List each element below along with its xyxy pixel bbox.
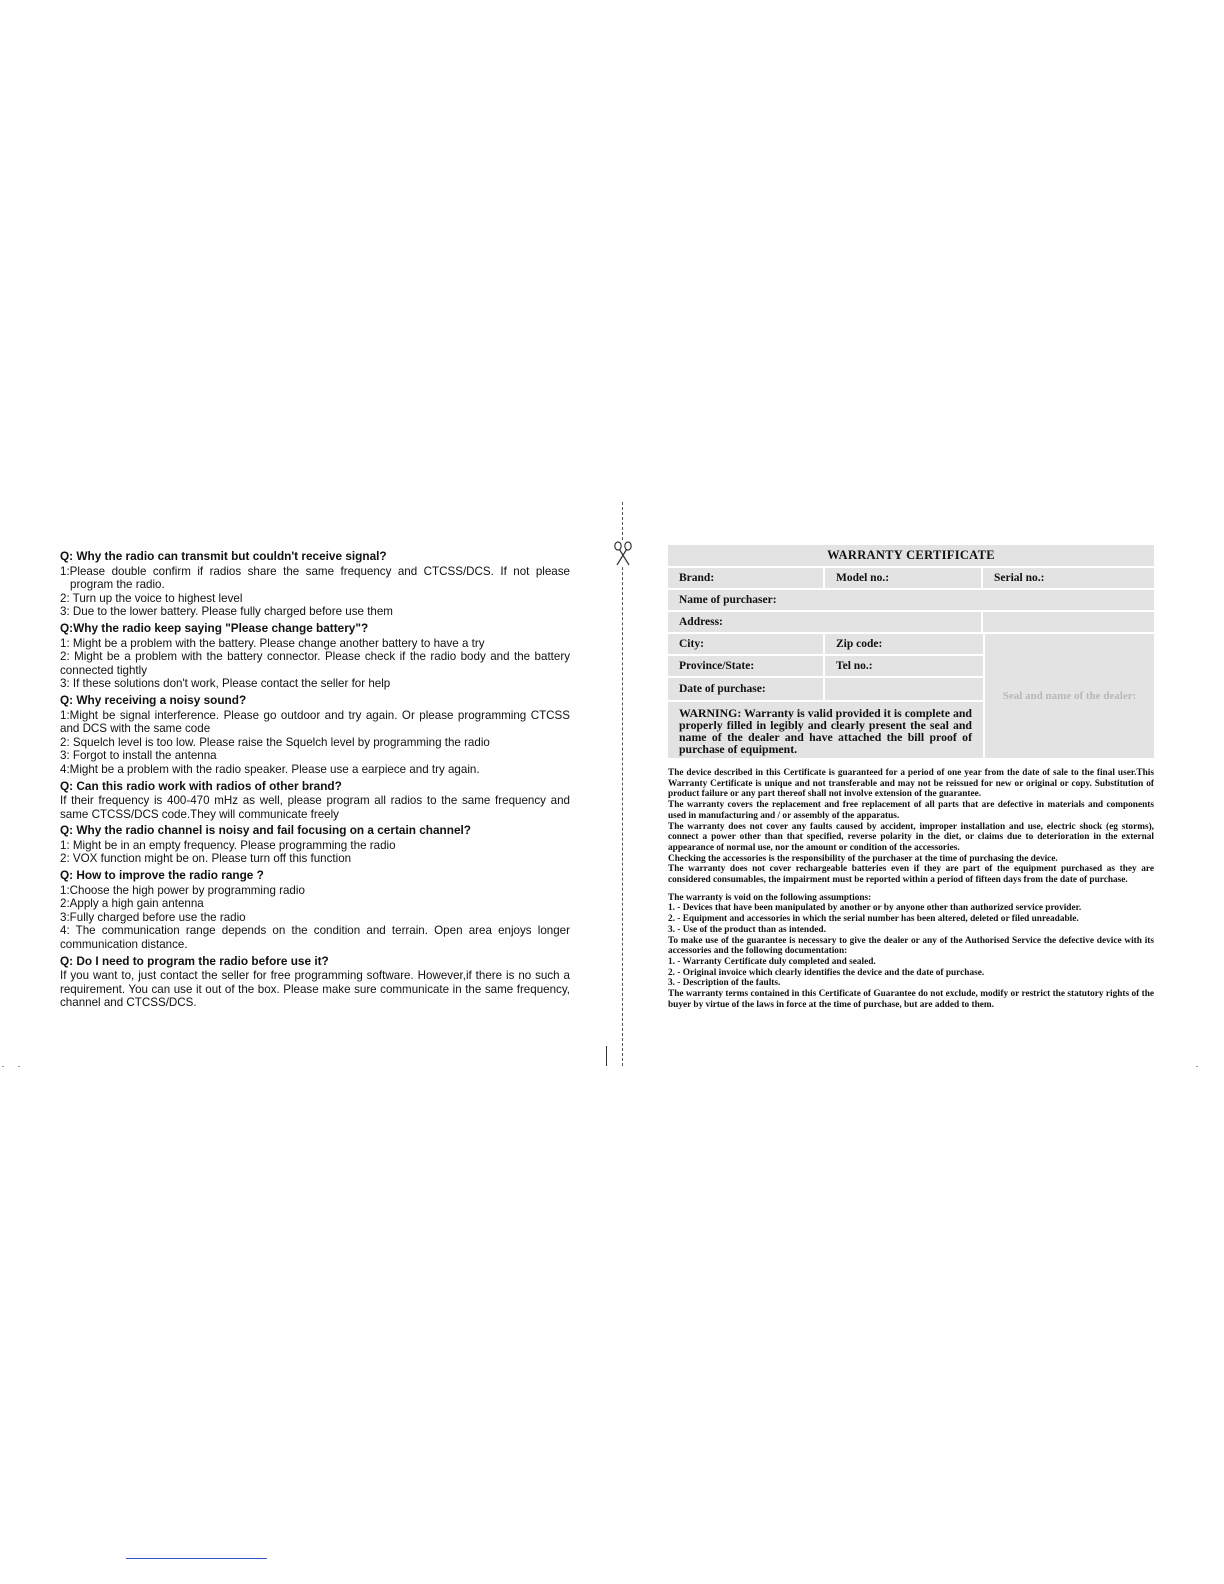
faq-item: [60, 622, 570, 691]
faq-question: Q: Why receiving a noisy sound?: [60, 692, 247, 707]
faq-answer: 4:Might be a problem with the radio speaker. Please use a earpiece and try again.: [60, 762, 480, 776]
faq-answer: 2: Squelch level is too low. Please raise the Squelch level by programming the radio: [60, 735, 490, 749]
terms-paragraph: The warranty does not cover any faults caused by accident, improper installation and use, electric shock (eg storms), connect a power other than that specified, reverse polarity in the diet, or claims due to deterioration in the external appearance of normal use, nor the amount or condition of the accessories.: [668, 821, 1154, 853]
bottom-rule: [126, 1558, 267, 1559]
zip-field: Zip code:: [825, 634, 983, 654]
fold-mark: [606, 1046, 607, 1066]
terms-paragraph: 1. - Warranty Certificate duly completed and sealed.: [668, 956, 876, 967]
faq-answer: 2: Might be a problem with the battery connector. Please check if the radio body and the battery connected tightly: [60, 650, 570, 677]
faq-question: Q: Why the radio channel is noisy and fail focusing on a certain channel?: [60, 823, 471, 838]
faq-question: Q: Can this radio work with radios of other brand?: [60, 778, 342, 793]
faq-answer: 4: The communication range depends on the condition and terrain. Open area enjoys longer communication distance.: [60, 924, 570, 952]
terms-paragraph: 2. - Original invoice which clearly identifies the device and the date of purchase.: [668, 967, 985, 978]
terms-paragraph: The warranty does not cover rechargeable batteries even if they are part of the equipment purchased as they are considered consumables, the impairment must be reported within a period of fifteen days from the date of purchase.: [668, 864, 1154, 886]
faq-item: [60, 780, 570, 822]
faq-item: [60, 869, 570, 952]
faq-question: Q: Why the radio can transmit but couldn't receive signal?: [60, 549, 387, 563]
faq-answer: 1:Choose the high power by programming radio: [60, 883, 305, 897]
warranty-warning: WARNING: Warranty is valid provided it is complete and properly filled in legibly and clearly present the seal and name of the dealer and have attached the bill proof of purchase of equipment.: [668, 702, 983, 758]
date-field: Date of purchase:: [668, 678, 823, 700]
edge-mark: [1196, 1066, 1198, 1067]
faq-answer: 3: Forgot to install the antenna: [60, 749, 217, 763]
model-field: Model no.:: [825, 568, 981, 588]
faq-answer: 3: Due to the lower battery. Please fully charged before use them: [60, 605, 393, 619]
faq-answer: 2: VOX function might be on. Please turn off this function: [60, 852, 352, 866]
address-extra-field: [983, 612, 1154, 632]
terms-paragraph: The warranty is void on the following assumptions:: [668, 892, 872, 903]
faq-item: [60, 694, 570, 777]
warranty-row-address: [668, 612, 1154, 632]
faq-question: Q: How to improve the radio range ?: [60, 868, 264, 883]
date-value-field: [825, 678, 983, 700]
faq-answer: 1: Might be in an empty frequency. Please programming the radio: [60, 838, 396, 852]
scissors-icon: [612, 541, 634, 567]
terms-paragraph: The warranty covers the replacement and free replacement of all parts that are defective in materials and components used in manufacturing and / or assembly of the apparatus.: [668, 800, 1154, 821]
faq-item: [60, 550, 570, 619]
cut-line: [622, 502, 623, 1066]
faq-answer: 1: Might be a problem with the battery. Please change another battery to have a try: [60, 636, 485, 650]
terms-paragraph: 3. - Use of the product than as intended.: [668, 924, 826, 935]
warranty-grid: [668, 634, 1154, 786]
faq-question: Q:Why the radio keep saying "Please change battery"?: [60, 620, 369, 635]
province-field: Province/State:: [668, 656, 823, 676]
terms-paragraph: The device described in this Certificate is guaranteed for a period of one year from the date of sale to the final user.This Warranty Certificate is unique and not transferable and may not be reissued for new or original or copy. Substitution of product failure or any part thereof shall not involve extension of the guarantee.: [668, 768, 1154, 800]
terms-paragraph: To make use of the guarantee is necessary to give the dealer or any of the Authorised Service the defective device with its accessories and the following documentation:: [668, 935, 1154, 957]
serial-field: Serial no.:: [983, 568, 1154, 588]
faq-answer: If their frequency is 400-470 mHz as well, please program all radios to the same frequency and same CTCSS/DCS code.They will communicate freely: [60, 794, 570, 821]
address-field: Address:: [668, 612, 981, 632]
faq-item: [60, 955, 570, 1010]
faq-question: Q: Do I need to program the radio before use it?: [60, 953, 329, 968]
terms-paragraph: 1. - Devices that have been manipulated by another or by anyone other than authorized service provider.: [668, 903, 1082, 914]
terms-paragraph: Checking the accessories is the responsibility of the purchaser at the time of purchasing the device.: [668, 853, 1058, 864]
terms-paragraph: 2. - Equipment and accessories in which the serial number has been altered, deleted or filed unreadable.: [668, 914, 1079, 925]
warranty-row-purchaser: [668, 590, 1154, 610]
faq-answer: 1:Might be signal interference. Please go outdoor and try again. Or please programming CTCSS and DCS with the same code: [60, 708, 570, 736]
city-field: City:: [668, 634, 823, 654]
faq-answer: If you want to, just contact the seller for free programming software. However,if there is no such a requirement. You can use it out of the box. Please make sure communicate in the same frequency, channel and CTCSS/DCS.: [60, 969, 570, 1010]
seal-field: [985, 634, 1154, 758]
edge-mark: [2, 1066, 4, 1067]
warranty-row-brand: [668, 568, 1154, 588]
warranty-terms: [668, 768, 1154, 1010]
edge-mark: [18, 1066, 20, 1067]
terms-paragraph: 3. - Description of the faults.: [668, 978, 781, 989]
faq-item: [60, 824, 570, 866]
warranty-certificate: [668, 545, 1154, 786]
terms-paragraph: The warranty terms contained in this Certificate of Guarantee do not exclude, modify or restrict the statutory rights of the buyer by virtue of the laws in force at the time of purchase, but are added to them.: [668, 989, 1154, 1010]
seal-label: Seal and name of the dealer:: [1002, 690, 1137, 702]
brand-field: Brand:: [668, 568, 823, 588]
faq-answer: 2: Turn up the voice to highest level: [60, 591, 243, 605]
faq-answer: 2:Apply a high gain antenna: [60, 897, 204, 911]
tel-field: Tel no.:: [825, 656, 983, 676]
faq-answer: 1:Please double confirm if radios share the same frequency and CTCSS/DCS. If not please program the radio.: [60, 564, 570, 592]
purchaser-field: Name of purchaser:: [668, 590, 1154, 610]
faq-answer: 3: If these solutions don't work, Please contact the seller for help: [60, 677, 391, 691]
faq-section: [60, 550, 570, 1013]
warranty-title: WARRANTY CERTIFICATE: [668, 545, 1154, 566]
faq-answer: 3:Fully charged before use the radio: [60, 910, 246, 924]
